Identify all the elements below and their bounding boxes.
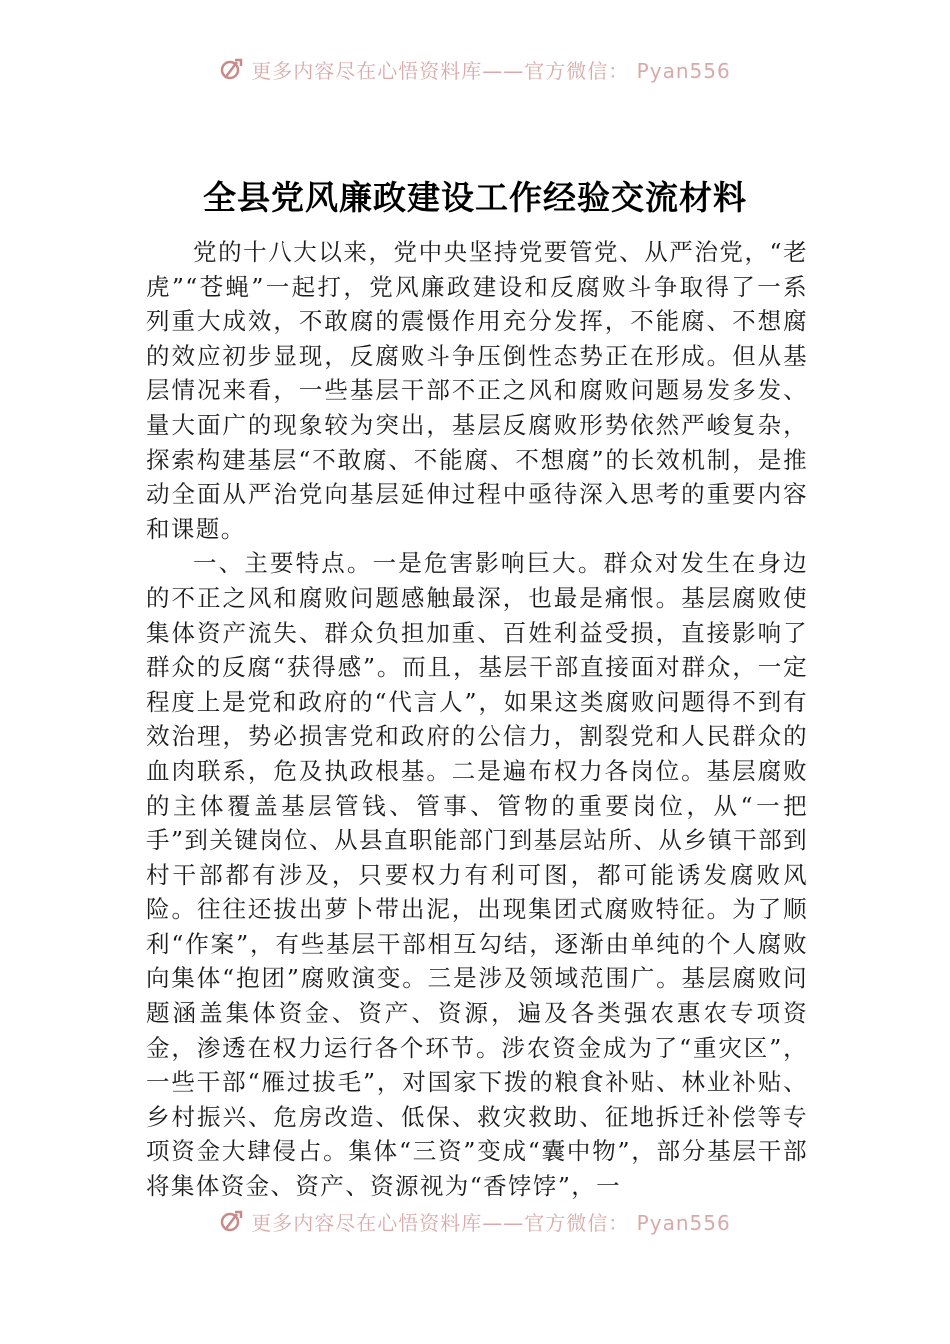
document-title: 全县党风廉政建设工作经验交流材料 <box>203 178 747 217</box>
footer-watermark-text: 更多内容尽在心悟资料库——官方微信： Pyan556 <box>251 1210 731 1235</box>
paragraph-main-features: 一、主要特点。一是危害影响巨大。群众对发生在身边的不正之风和腐败问题感触最深，也最是痛恨。基层腐败使集体资产流失、群众负担加重、百姓利益受损，直接影响了群众的反腐“获得感”。而且，基层干部直接面对群众，一定程度上是党和政府的“代言人”，如果这类腐败问题得不到有效治理，势必损害党和政府的公信力，割裂党和人民群众的血肉联系，危及执政根基。二是遍布权力各岗位。基层腐败的主体覆盖基层管钱、管事、管物的重要岗位，从“一把手”到关键岗位、从县直职能部门到基层站所、从乡镇干部到村干部都有涉及，只要权力有利可图，都可能诱发腐败风险。往往还拔出萝卜带出泥，出现集团式腐败特征。为了顺利“作案”，有些基层干部相互勾结，逐渐由单纯的个人腐败向集体“抱团”腐败演变。三是涉及领域范围广。基层腐败问题涵盖集体资金、资产、资源，遍及各类强农惠农专项资金，渗透在权力运行各个环节。涉农资金成为了“重灾区”，一些干部“雁过拔毛”，对国家下拨的粮食补贴、林业补贴、乡村振兴、危房改造、低保、救灾救助、征地拆迁补偿等专项资金大肆侵占。集体“三资”变成“囊中物”，部分基层干部将集体资金、资产、资源视为“香饽饽”，一 <box>146 549 808 1201</box>
logo-icon <box>219 56 245 82</box>
document-body <box>146 235 808 1204</box>
logo-icon <box>219 1208 245 1234</box>
header-watermark-banner <box>0 54 950 84</box>
footer-watermark-banner <box>0 1206 950 1236</box>
header-watermark-text: 更多内容尽在心悟资料库——官方微信： Pyan556 <box>251 58 731 83</box>
paragraph-intro: 党的十八大以来，党中央坚持党要管党、从严治党，“老虎”“苍蝇”一起打，党风廉政建设和反腐败斗争取得了一系列重大成效，不敢腐的震慑作用充分发挥，不能腐、不想腐的效应初步显现，反腐败斗争压倒性态势正在形成。但从基层情况来看，一些基层干部不正之风和腐败问题易发多发、量大面广的现象较为突出，基层反腐败形势依然严峻复杂，探索构建基层“不敢腐、不能腐、不想腐”的长效机制，是推动全面从严治党向基层延伸过程中亟待深入思考的重要内容和课题。 <box>146 238 808 543</box>
